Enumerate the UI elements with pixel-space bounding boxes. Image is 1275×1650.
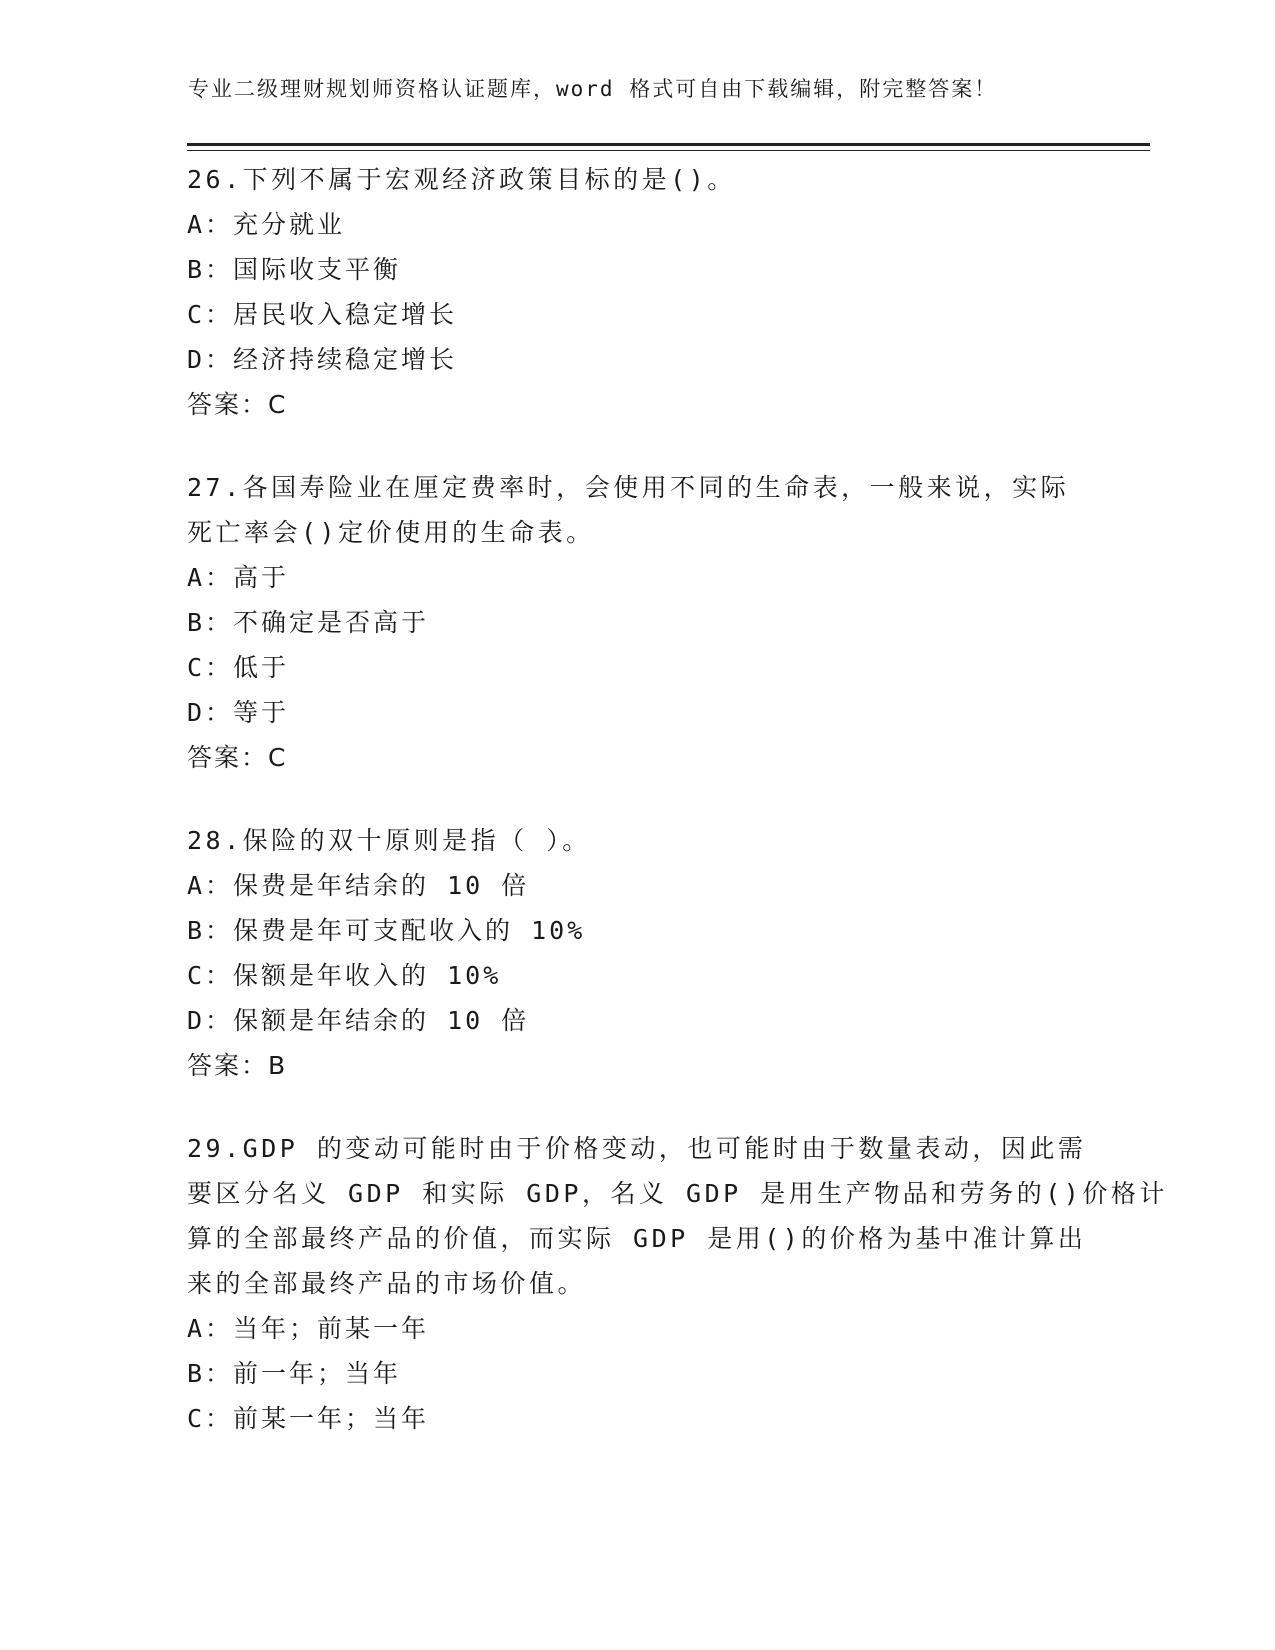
question-28 — [187, 818, 1087, 1088]
option-c: C：居民收入稳定增长 — [187, 300, 458, 329]
answer-label: 答案：C — [187, 390, 288, 419]
question-stem — [187, 1126, 1168, 1306]
option-a: A：保费是年结余的 10 倍 — [187, 871, 530, 900]
option-c: C：低于 — [187, 653, 290, 682]
stem-line: 算的全部最终产品的价值，而实际 GDP 是用()的价格为基中准计算出 — [187, 1224, 1087, 1253]
option-a: A：高于 — [187, 563, 290, 592]
option-d: D：等于 — [187, 698, 290, 727]
option-a: A：当年；前某一年 — [187, 1314, 430, 1343]
stem-line: 要区分名义 GDP 和实际 GDP，名义 GDP 是用生产物品和劳务的()价格计 — [187, 1179, 1168, 1208]
question-29 — [187, 1126, 1168, 1441]
question-stem — [187, 465, 1087, 555]
option-b: B：前一年；当年 — [187, 1359, 402, 1388]
question-stem — [187, 818, 1087, 863]
stem-line: 27.各国寿险业在厘定费率时，会使用不同的生命表，一般来说，实际 — [187, 473, 1070, 502]
header-rule-thin — [187, 150, 1150, 151]
stem-line: 死亡率会()定价使用的生命表。 — [187, 518, 595, 547]
stem-line: 26.下列不属于宏观经济政策目标的是()。 — [187, 165, 736, 194]
option-b: B：保费是年可支配收入的 10% — [187, 916, 586, 945]
question-stem — [187, 157, 1087, 202]
answer-label: 答案：B — [187, 1051, 288, 1080]
option-a: A：充分就业 — [187, 210, 346, 239]
stem-line: 29.GDP 的变动可能时由于价格变动，也可能时由于数量表动，因此需 — [187, 1134, 1087, 1163]
option-d: D：保额是年结余的 10 倍 — [187, 1006, 530, 1035]
option-c: C：前某一年；当年 — [187, 1404, 430, 1433]
stem-line: 28.保险的双十原则是指（ ）。 — [187, 826, 591, 855]
document-header: 专业二级理财规划师资格认证题库，word 格式可自由下载编辑，附完整答案！ — [188, 77, 998, 101]
option-c: C：保额是年收入的 10% — [187, 961, 502, 990]
option-b: B：不确定是否高于 — [187, 608, 430, 637]
option-b: B：国际收支平衡 — [187, 255, 402, 284]
answer-label: 答案：C — [187, 743, 288, 772]
header-rule-thick — [187, 143, 1150, 146]
question-27 — [187, 465, 1087, 780]
question-26 — [187, 157, 1087, 427]
option-d: D：经济持续稳定增长 — [187, 345, 458, 374]
question-list — [187, 157, 1168, 1479]
stem-line: 来的全部最终产品的市场价值。 — [187, 1269, 587, 1298]
